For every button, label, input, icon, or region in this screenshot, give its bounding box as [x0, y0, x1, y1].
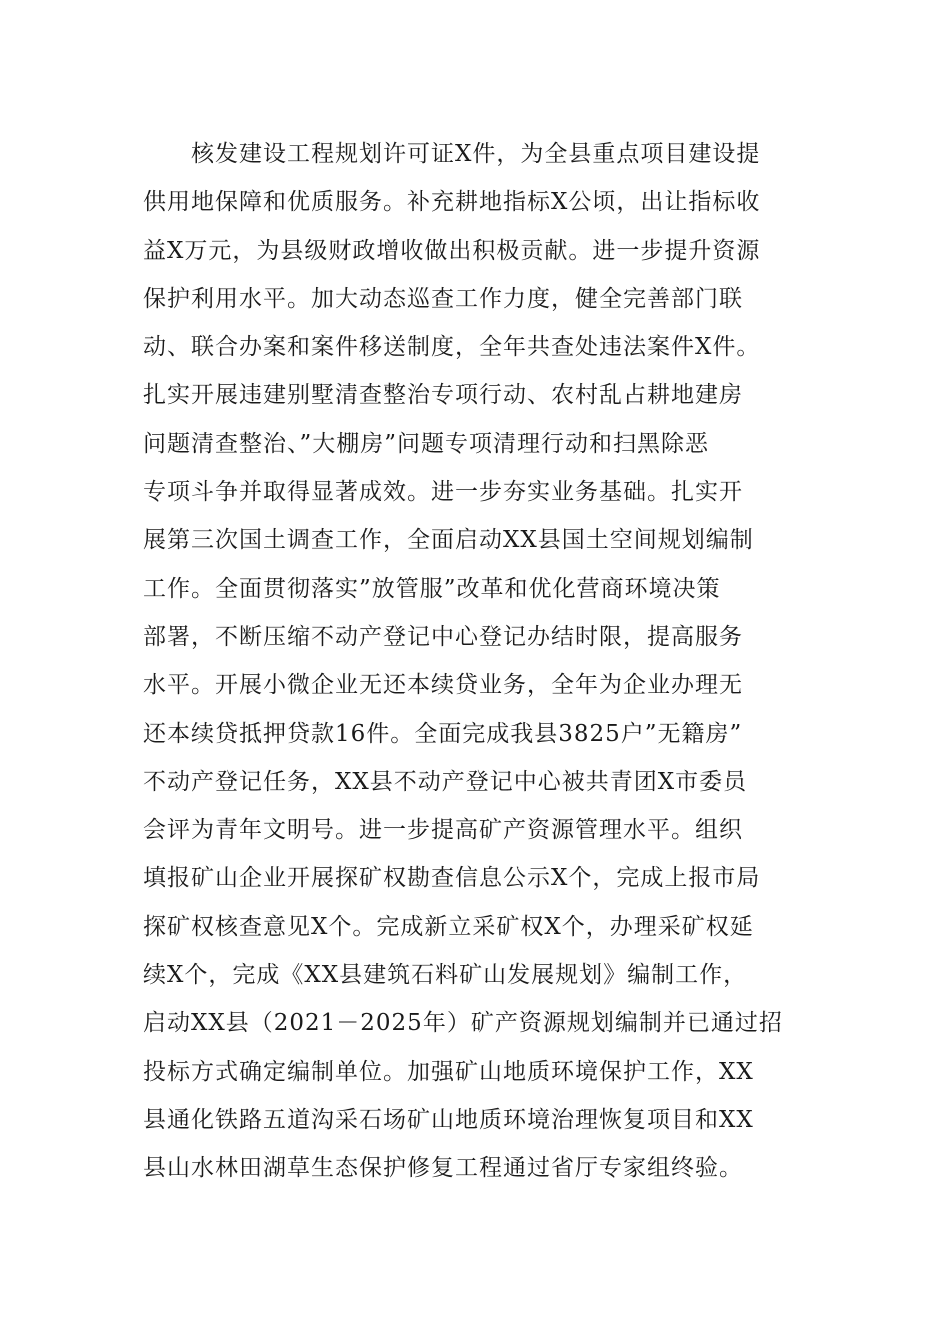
paragraph-line: 填报矿山企业开展探矿权勘查信息公示X个，完成上报市局	[143, 865, 761, 892]
paragraph-line: 工作。全面贯彻落实”放管服”改革和优化营商环境决策	[143, 575, 721, 602]
paragraph-line: 保护利用水平。加大动态巡查工作力度，健全完善部门联	[143, 285, 743, 312]
paragraph-line: 益X万元，为县级财政增收做出积极贡献。进一步提升资源	[143, 237, 761, 264]
paragraph-line: 核发建设工程规划许可证X件，为全县重点项目建设提	[191, 141, 761, 167]
paragraph-line: 启动XX县（2021－2025年）矿产资源规划编制并已通过招	[143, 1010, 783, 1037]
body-paragraph	[143, 130, 813, 1193]
paragraph-line: 问题清查整治、”大棚房”问题专项清理行动和扫黑除恶	[143, 430, 710, 457]
paragraph-line: 展第三次国土调查工作，全面启动XX县国土空间规划编制	[143, 527, 754, 554]
paragraph-line: 投标方式确定编制单位。加强矿山地质环境保护工作，XX	[143, 1058, 754, 1085]
paragraph-line: 续X个，完成《XX县建筑石料矿山发展规划》编制工作，	[143, 962, 748, 989]
paragraph-line: 部署，不断压缩不动产登记中心登记办结时限，提高服务	[143, 623, 743, 650]
paragraph-line: 县山水林田湖草生态保护修复工程通过省厅专家组终验。	[143, 1155, 743, 1182]
paragraph-line: 专项斗争并取得显著成效。进一步夯实业务基础。扎实开	[143, 479, 743, 506]
paragraph-line: 会评为青年文明号。进一步提高矿产资源管理水平。组织	[143, 817, 743, 844]
paragraph-line: 扎实开展违建别墅清查整治专项行动、农村乱占耕地建房	[143, 382, 743, 409]
paragraph-line: 县通化铁路五道沟采石场矿山地质环境治理恢复项目和XX	[143, 1106, 754, 1133]
paragraph-line: 还本续贷抵押贷款16件。全面完成我县3825户”无籍房”	[143, 720, 743, 747]
paragraph-line: 动、联合办案和案件移送制度，全年共查处违法案件X件。	[143, 334, 761, 361]
paragraph-line: 供用地保障和优质服务。补充耕地指标X公顷，出让指标收	[143, 189, 761, 216]
paragraph-line: 不动产登记任务，XX县不动产登记中心被共青团X市委员	[143, 768, 748, 795]
paragraph-line: 探矿权核查意见X个。完成新立采矿权X个，办理采矿权延	[143, 913, 754, 940]
paragraph-line: 水平。开展小微企业无还本续贷业务，全年为企业办理无	[143, 672, 743, 699]
